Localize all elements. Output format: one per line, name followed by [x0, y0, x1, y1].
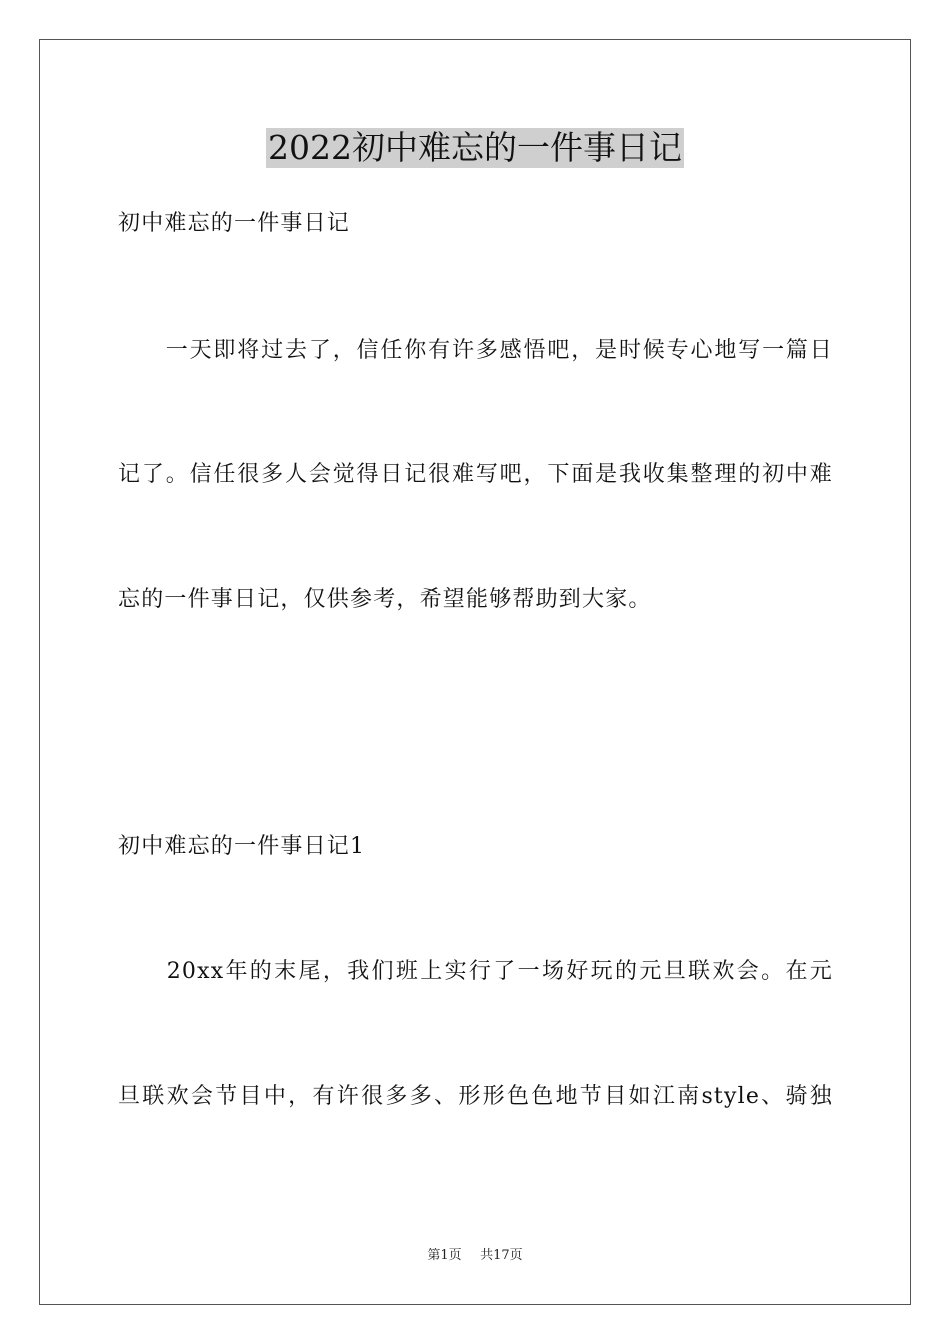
- paragraph-line: 20xx年的末尾，我们班上实行了一场好玩的元旦联欢会。在元: [118, 959, 833, 984]
- document-title: 2022初中难忘的一件事日记: [268, 128, 682, 167]
- subtitle-line: 初中难忘的一件事日记: [118, 211, 351, 236]
- title-container: [0, 128, 950, 168]
- section-heading: 初中难忘的一件事日记1: [118, 834, 366, 859]
- page-number: 第1页: [427, 1248, 462, 1263]
- paragraph-line: 忘的一件事日记，仅供参考，希望能够帮助到大家。: [118, 587, 652, 612]
- paragraph-line: 旦联欢会节目中，有许很多多、形形色色地节目如江南style、骑独: [118, 1084, 833, 1109]
- paragraph-line: 记了。信任很多人会觉得日记很难写吧，下面是我收集整理的初中难: [118, 462, 833, 487]
- paragraph-line: 一天即将过去了，信任你有许多感悟吧，是时候专心地写一篇日: [118, 338, 833, 363]
- page-total: 共17页: [480, 1248, 523, 1263]
- page-footer: [0, 1248, 950, 1264]
